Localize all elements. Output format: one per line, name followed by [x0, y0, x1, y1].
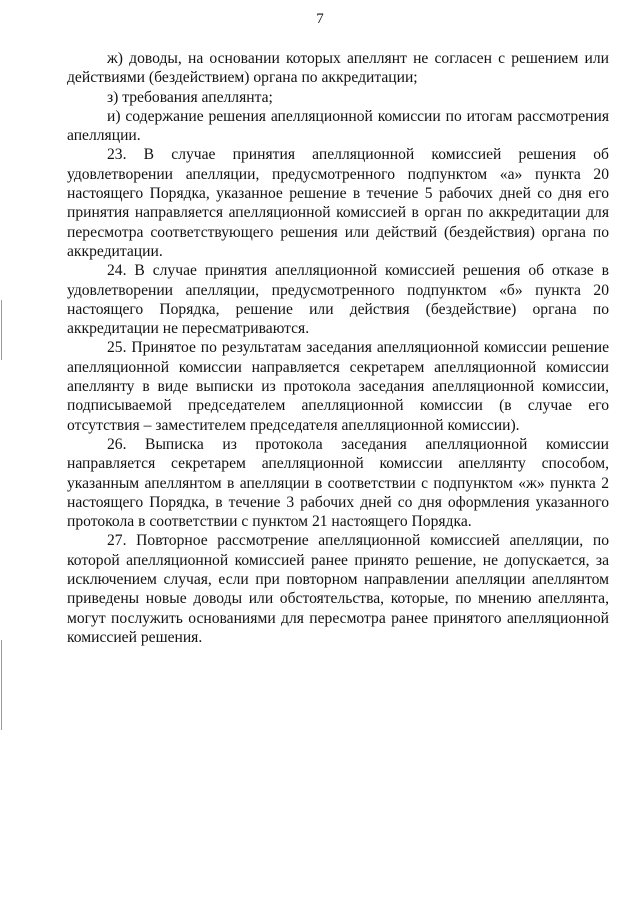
scan-edge-mark — [1, 300, 2, 360]
scan-edge-mark — [1, 640, 2, 730]
page-number: 7 — [316, 11, 324, 27]
paragraph-27: 27. Повторное рассмотрение апелляционной комиссией апелляции, по которой апелляционной комиссией ранее принято решение, не допускается, за исключением случая, если при повторном направлении апелляции апеллянтом приведены новые доводы или обстоятельства, которые, по мнению апеллянта, могут послужить основаниями для пересмотра ранее принятого апелляционной комиссией решения. — [67, 532, 609, 646]
paragraph-i: и) содержание решения апелляционной комиссии по итогам рассмотрения апелляции. — [67, 107, 609, 145]
paragraph-24: 24. В случае принятия апелляционной комиссией решения об отказе в удовлетворении апелляции, предусмотренного подпунктом «б» пункта 20 настоящего Порядка, решение или действия (бездействие) органа по аккредитации не пересматриваются. — [67, 262, 609, 338]
paragraph-z: з) требования апеллянта; — [107, 88, 273, 106]
paragraph-23: 23. В случае принятия апелляционной комиссией решения об удовлетворении апелляции, предусмотренного подпунктом «а» пункта 20 настоящего Порядка, указанное решение в течение 5 рабочих дней со дня его принятия направляется апелляционной комиссией в орган по аккредитации для пересмотра соответствующего решения или действий (бездействия) органа по аккредитации. — [67, 146, 609, 260]
document-body — [67, 49, 609, 647]
paragraph-zh: ж) доводы, на основании которых апеллянт не согласен с решением или действиями (бездействием) органа по аккредитации; — [67, 50, 609, 87]
paragraph-25: 25. Принятое по результатам заседания апелляционной комиссии решение апелляционной комиссии направляется секретарем апелляционной комиссии апеллянту в виде выписки из протокола заседания апелляционной комиссии, подписываемой председателем апелляционной комиссии (в случае его отсутствия – заместителем председателя апелляционной комиссии). — [67, 339, 609, 434]
paragraph-26: 26. Выписка из протокола заседания апелляционной комиссии направляется секретарем апелляционной комиссии апеллянту способом, указанным апеллянтом в апелляции в соответствии с подпунктом «ж» пункта 2 настоящего Порядка, в течение 3 рабочих дней со дня оформления указанного протокола в соответствии с пунктом 21 настоящего Порядка. — [67, 435, 609, 531]
